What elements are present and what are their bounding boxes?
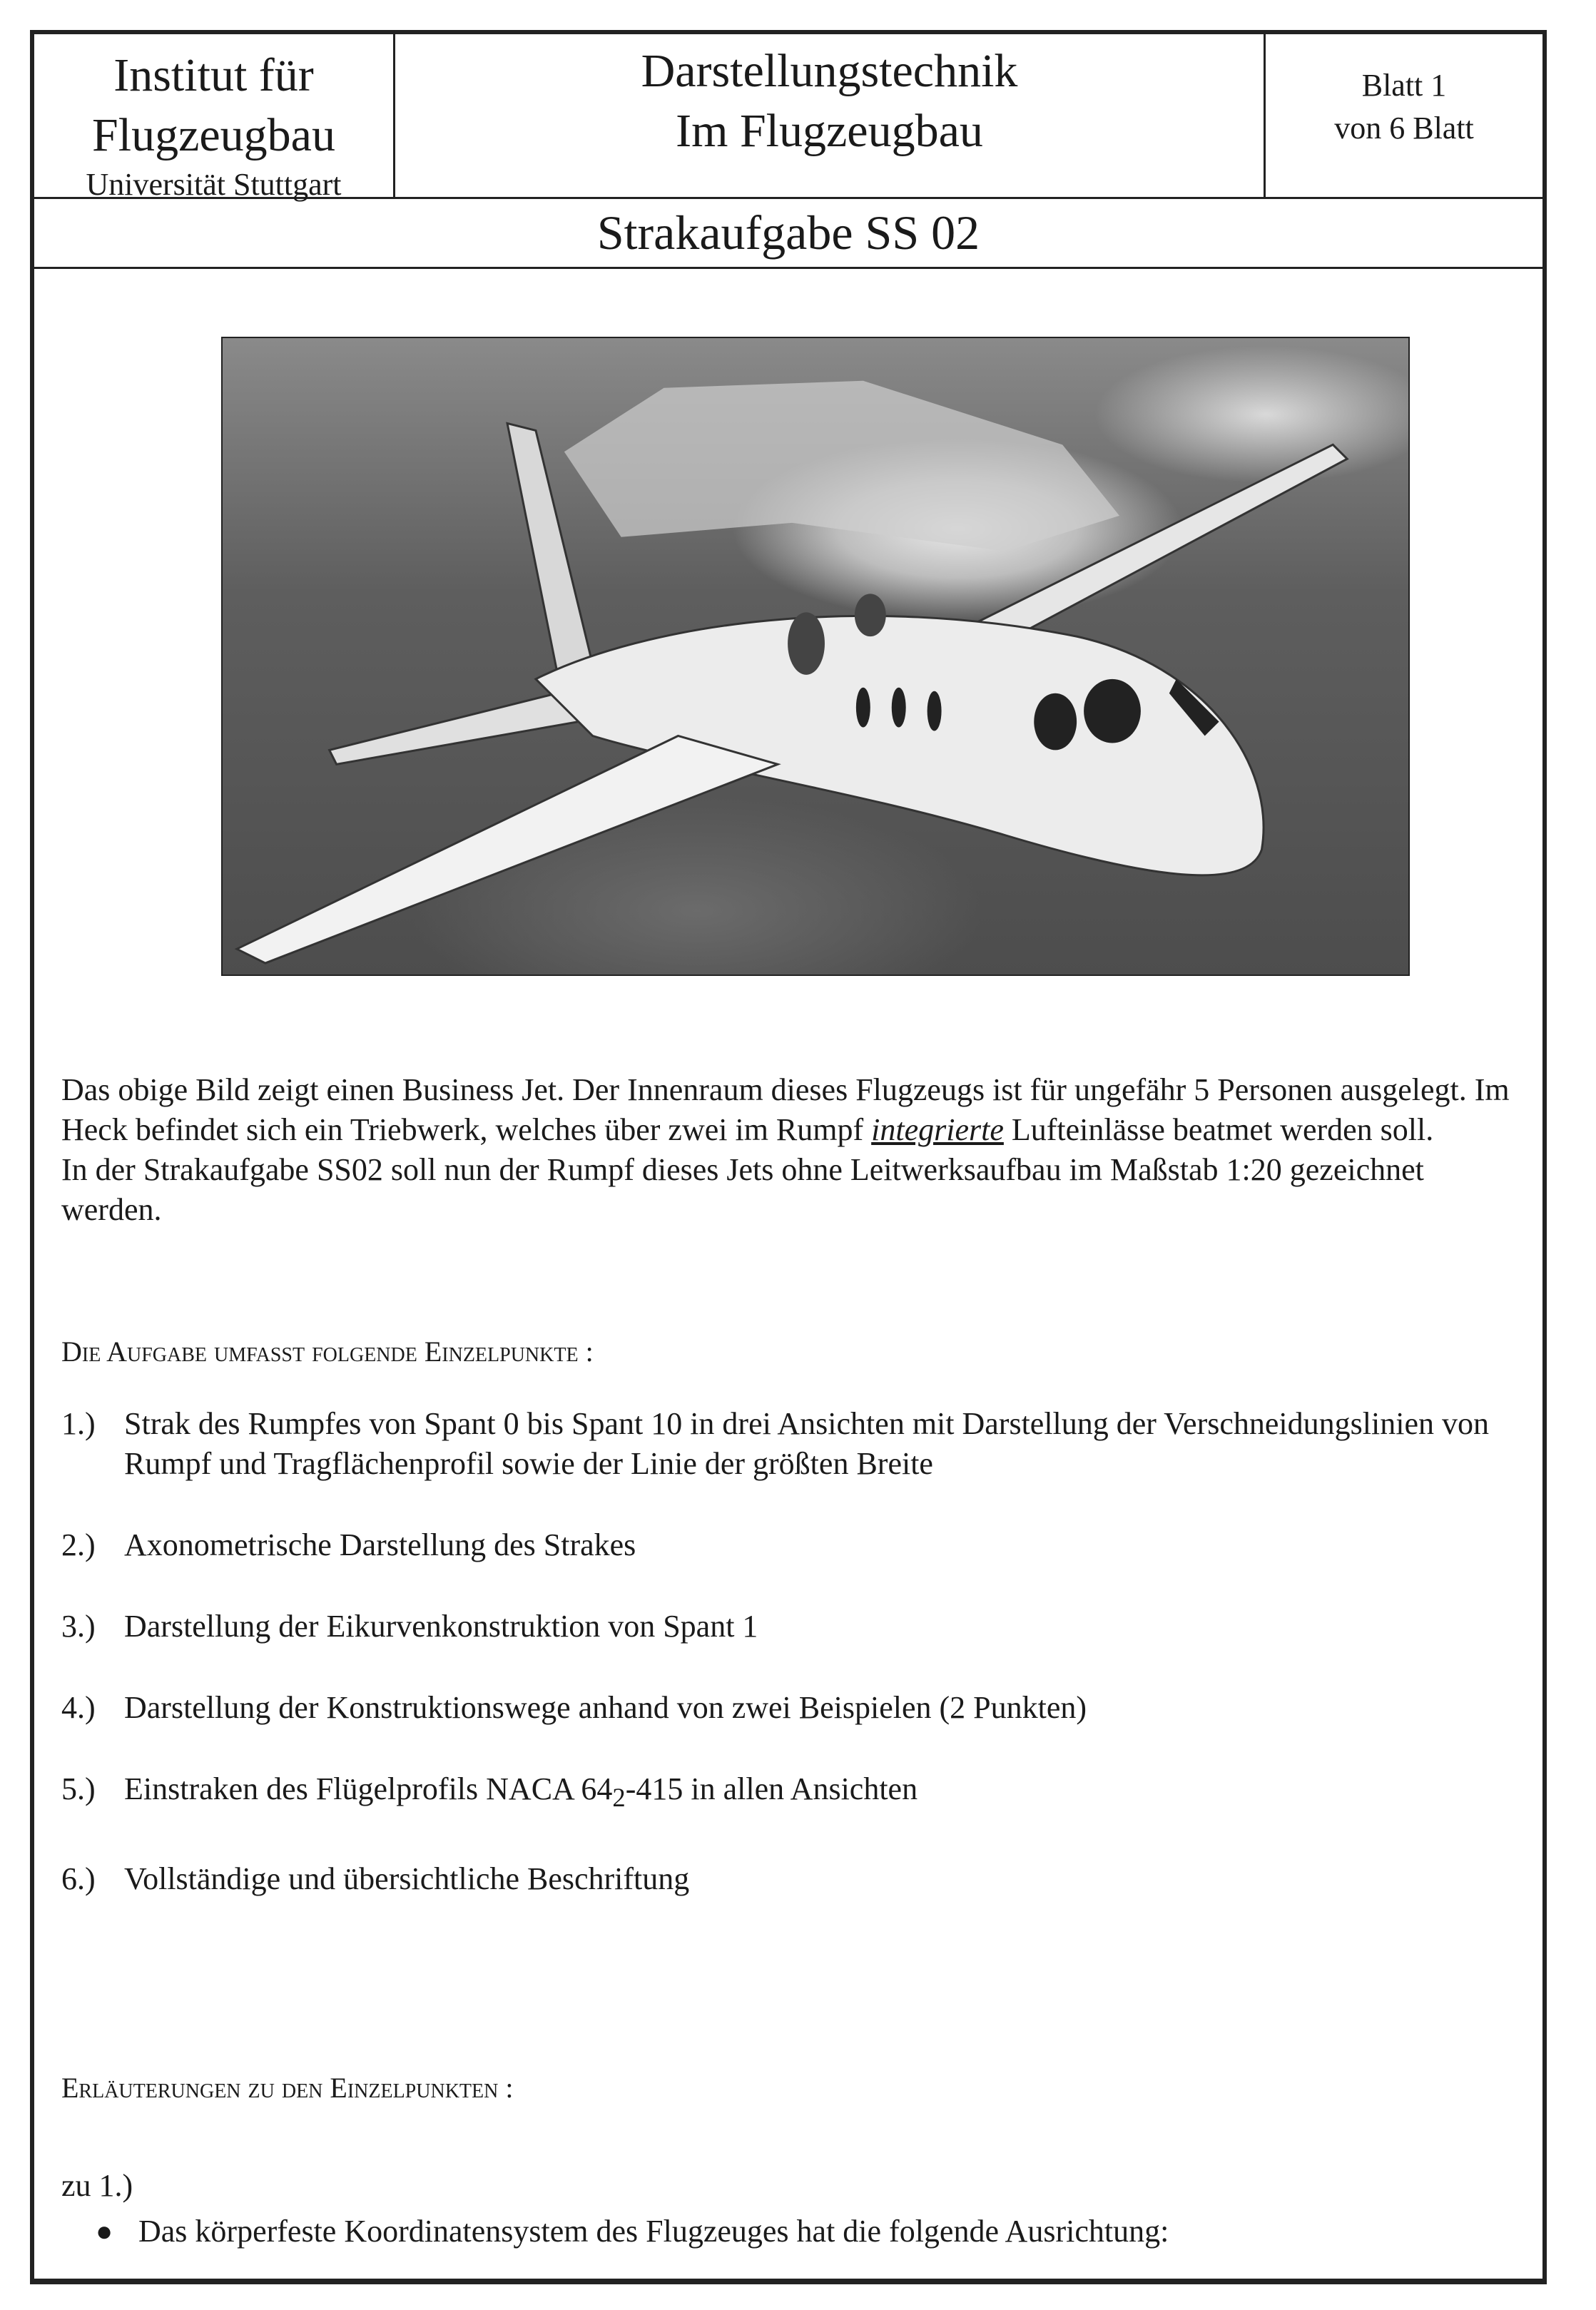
title-block <box>34 34 1542 202</box>
page-frame <box>30 30 1547 2284</box>
tasks-list <box>61 1404 1515 1940</box>
task-item: 1.) Strak des Rumpfes von Spant 0 bis Spant 10 in drei Ansichten mit Darstellung der Verschneidungslinien von Rumpf und Tragflächenprofil sowie der Linie der größten Breite <box>61 1406 1489 1481</box>
business-jet-photo <box>221 337 1410 976</box>
intro-sentence-1: Das obige Bild zeigt einen Business Jet. Der Innenraum dieses Flugzeugs ist für ungefähr 5 Personen ausgelegt. Im Heck befindet sich ein Triebwerk, welches über zwei im Rumpf integrierte Lufteinlässe beatmet werden soll. <box>61 1072 1510 1147</box>
intro-sentence-2: In der Strakaufgabe SS02 soll nun der Rumpf dieses Jets ohne Leitwerksaufbau im Maßstab 1:20 gezeichnet werden. <box>61 1152 1424 1227</box>
sheet-number: Blatt 1 <box>1361 68 1447 103</box>
intro-paragraph <box>61 1070 1515 1230</box>
document-title: Strakaufgabe SS 02 <box>596 205 980 260</box>
institute-line1: Institut für <box>113 49 314 101</box>
jet-illustration-icon <box>223 338 1408 975</box>
sheet-cell <box>1266 34 1542 197</box>
task-item: 2.) Axonometrische Darstellung des Strakes <box>61 1527 636 1562</box>
task-item: 3.) Darstellung der Eikurvenkonstruktion von Spant 1 <box>61 1609 758 1644</box>
bullet-item: ● Das körperfeste Koordinatensystem des Flugzeuges hat die folgende Ausrichtung: <box>96 2212 1515 2252</box>
course-line1: Darstellungstechnik <box>641 45 1018 97</box>
institute-line2: Flugzeugbau <box>92 109 335 161</box>
bullet-icon: ● <box>96 2215 113 2247</box>
course-cell <box>395 34 1266 197</box>
task-item: 5.) Einstraken des Flügelprofils NACA $64_2-415$ in allen Ansichten <box>61 1771 918 1812</box>
document-title-row <box>34 199 1542 269</box>
explanations-heading: Erläuterungen zu den Einzelpunkten : <box>61 2072 514 2104</box>
sheet-total: von 6 Blatt <box>1334 111 1474 146</box>
institute-cell <box>34 34 395 202</box>
task-item: 4.) Darstellung der Konstruktionswege anhand von zwei Beispielen (2 Punkten) <box>61 1690 1087 1725</box>
course-line2: Im Flugzeugbau <box>676 105 983 157</box>
naca-subscript: 2 <box>612 1782 626 1812</box>
zu-1-label: zu 1.) <box>61 2168 133 2203</box>
emphasis-integrierte: integrierte <box>871 1112 1004 1147</box>
tasks-heading: Die Aufgabe umfaßt folgende Einzelpunkte : <box>61 1335 594 1368</box>
task-item: 6.) Vollständige und übersichtliche Beschriftung <box>61 1861 690 1896</box>
university-name: Universität Stuttgart <box>86 167 342 202</box>
